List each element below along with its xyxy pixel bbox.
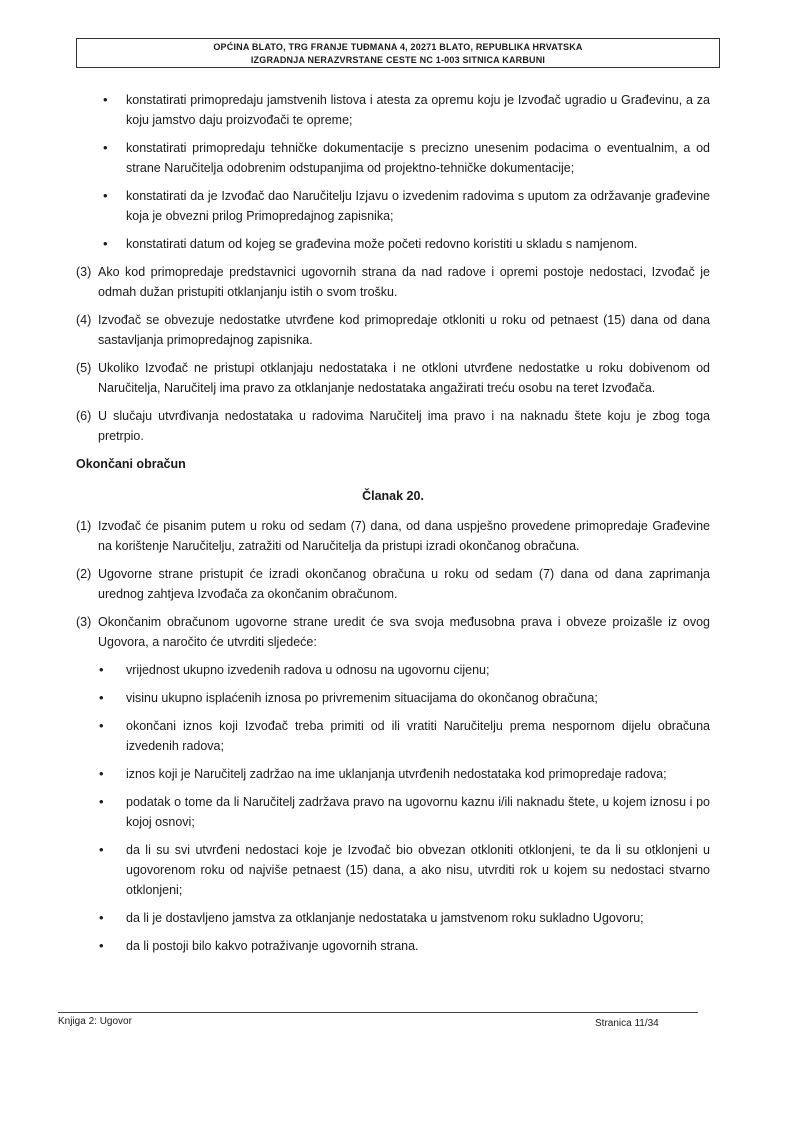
paragraph-text: U slučaju utvrđivanja nedostataka u radovima Naručitelj ima pravo i na naknadu štete koju je zbog toga pretrpio. [98, 409, 710, 443]
article-heading: Članak 20. [362, 489, 424, 503]
list-item: • podatak o tome da li Naručitelj zadržava pravo na ugovornu kaznu i/ili naknadu štete, u kojem iznosu i po kojoj osnovi; [76, 792, 710, 832]
numbered-paragraph [76, 564, 710, 604]
header-line-2: IZGRADNJA NERAZVRSTANE CESTE NC 1-003 SITNICA KARBUNI [250, 55, 546, 65]
paragraph-number: (3) [76, 615, 92, 629]
list-item: • da li je dostavljeno jamstva za otklanjanje nedostataka u jamstvenom roku sukladno Ugovoru; [76, 908, 710, 928]
list-item: • da li postoji bilo kakvo potraživanje ugovornih strana. [76, 936, 710, 956]
numbered-paragraph [76, 262, 710, 302]
page-content [76, 90, 710, 964]
list-item: • visinu ukupno isplaćenih iznosa po privremenim situacijama do okončanog obračuna; [76, 688, 710, 708]
paragraph-text: Ugovorne strane pristupit će izradi okončanog obračuna u roku od sedam (7) dana od dana zaprimanja urednog zahtjeva Izvođača za okončanim obračunom. [98, 567, 710, 601]
header-line-1: OPĆINA BLATO, TRG FRANJE TUĐMANA 4, 20271 BLATO, REPUBLIKA HRVATSKA [213, 42, 583, 52]
list-item: • konstatirati datum od kojeg se građevina može početi redovno koristiti u skladu s namjenom. [76, 234, 710, 254]
numbered-paragraph [76, 406, 710, 446]
paragraph-text: Ako kod primopredaje predstavnici ugovornih strana da nad radove i opremi postoje nedostaci, Izvođač je odmah dužan pristupiti otklanjanju istih o svom trošku. [98, 265, 710, 299]
footer-document-name: Knjiga 2: Ugovor [58, 1016, 132, 1027]
paragraph-text: Izvođač se obvezuje nedostatke utvrđene kod primopredaje otkloniti u roku od petnaest (15) dana od dana sastavljanja primopredajnog zapisnika. [98, 313, 710, 347]
list-item: • okončani iznos koji Izvođač treba primiti od ili vratiti Naručitelju prema nespornom dijelu obračuna izvedenih radova; [76, 716, 710, 756]
footer-divider [58, 1012, 698, 1013]
list-item: • konstatirati primopredaju tehničke dokumentacije s precizno unesenim podacima o eventualnim, a od strane Naručitelja odobrenim odstupanjima od projektno-tehničke dokumentacije; [76, 138, 710, 178]
footer-page-number: Stranica 11/34 [595, 1018, 659, 1029]
paragraph-number: (3) [76, 265, 92, 279]
paragraph-number: (5) [76, 361, 92, 375]
list-item: • da li su svi utvrđeni nedostaci koje je Izvođač bio obvezan otkloniti otklonjeni, te da li su otklonjeni u ugovorenom roku od najviše petnaest (15) dana, a ako nisu, utvrditi rok u kojem su nedostaci stvarno otklonjeni; [76, 840, 710, 900]
paragraph-number: (2) [76, 567, 92, 581]
document-header [76, 38, 720, 68]
paragraph-text: Ukoliko Izvođač ne pristupi otklanjaju nedostataka i ne otkloni utvrđene nedostatke u roku dobivenom od Naručitelja, Naručitelj ima pravo za otklanjanje nedostataka angažirati treću osobu na teret Izvođača. [98, 361, 710, 395]
paragraph-text: Izvođač će pisanim putem u roku od sedam (7) dana, od dana uspješno provedene primopredaje Građevine na korištenje Naručitelju, zatražiti od Naručitelja da pristupi izradi okončanog obračuna. [98, 519, 710, 553]
list-item: • iznos koji je Naručitelj zadržao na ime uklanjanja utvrđenih nedostataka kod primopredaje radova; [76, 764, 710, 784]
paragraph-number: (1) [76, 519, 92, 533]
numbered-paragraph [76, 516, 710, 556]
numbered-paragraph [76, 612, 710, 652]
paragraph-number: (4) [76, 313, 92, 327]
list-item: • konstatirati da je Izvođač dao Naručitelju Izjavu o izvedenim radovima s uputom za održavanje građevine koja je obvezni prilog Primopredajnog zapisnika; [76, 186, 710, 226]
list-item: • vrijednost ukupno izvedenih radova u odnosu na ugovornu cijenu; [76, 660, 710, 680]
list-item: • konstatirati primopredaju jamstvenih listova i atesta za opremu koju je Izvođač ugradio u Građevinu, a za koju jamstvo daju proizvođači te opreme; [76, 90, 710, 130]
section-heading: Okončani obračun [76, 457, 186, 471]
paragraph-text: Okončanim obračunom ugovorne strane uredit će sva svoja međusobna prava i obveze proizašle iz ovog Ugovora, a naročito će utvrditi sljedeće: [98, 615, 710, 649]
numbered-paragraph [76, 358, 710, 398]
paragraph-number: (6) [76, 409, 92, 423]
numbered-paragraph [76, 310, 710, 350]
